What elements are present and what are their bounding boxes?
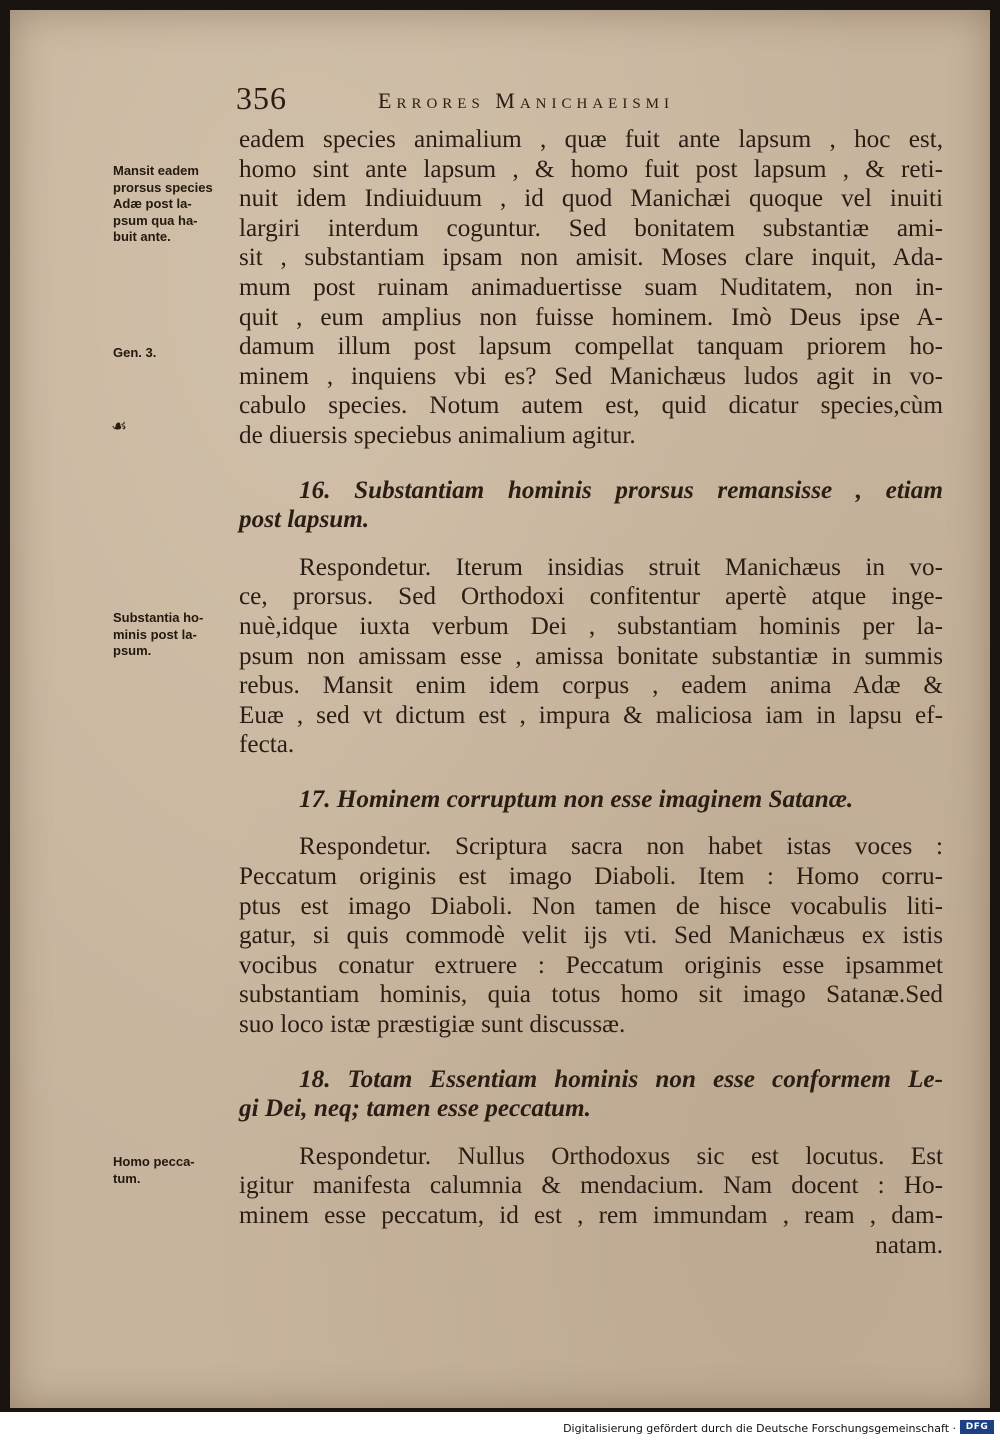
- paragraph-17: [239, 832, 943, 1039]
- heading-line: 18. Totam Essentiam hominis non esse conformem Le-: [299, 1065, 943, 1093]
- text-line: eadem species animalium , quæ fuit ante lapsum , hoc est,: [239, 126, 943, 153]
- text-line: vocibus conatur extruere : Peccatum originis esse ipsammet: [239, 951, 943, 979]
- text-line: gatur, si quis commodè velit ijs vti. Sed Manichæus ex istis: [239, 922, 943, 950]
- paragraph-16: [239, 553, 943, 760]
- paragraph-continued: [239, 125, 943, 451]
- text-line: suo loco istæ præstigiæ sunt discussæ.: [239, 1011, 626, 1039]
- footer-credit: Digitalisierung gefördert durch die Deutsche Forschungsgemeinschaft ·: [563, 1422, 956, 1435]
- text-line: homo sint ante lapsum , & homo fuit post lapsum , & reti-: [239, 155, 943, 183]
- heading-line: 17. Hominem corruptum non esse imaginem Satanæ.: [299, 785, 854, 813]
- section-heading-17: [239, 785, 943, 815]
- text-line: Respondetur. Scriptura sacra non habet istas voces :: [299, 833, 943, 861]
- fleuron-mark: ☙: [111, 416, 128, 437]
- heading-line: gi Dei, neq; tamen esse peccatum.: [239, 1095, 591, 1123]
- margin-note-species: Mansit eadem prorsus species Adæ post la- psum qua ha- buit ante.: [113, 163, 213, 244]
- text-line: Respondetur. Nullus Orthodoxus sic est locutus. Est: [299, 1142, 943, 1170]
- dfg-logo-icon: DFG: [960, 1420, 994, 1434]
- running-head: Errores Manichaeismi: [378, 88, 675, 113]
- page-number: 356: [236, 80, 287, 116]
- heading-line: 16. Substantiam hominis prorsus remansisse , etiam: [299, 476, 943, 504]
- section-heading-18: [239, 1065, 943, 1124]
- text-line: damum illum post lapsum compellat tanquam priorem ho-: [239, 333, 943, 361]
- text-line: largiri interdum coguntur. Sed bonitatem substantiæ ami-: [239, 214, 943, 242]
- text-line: Respondetur. Iterum insidias struit Manichæus in vo-: [299, 553, 943, 581]
- text-line: ptus est imago Diaboli. Non tamen de hisce vocabulis liti-: [239, 892, 943, 920]
- text-line: igitur manifesta calumnia & mendacium. Nam docent : Ho-: [239, 1172, 943, 1200]
- text-line: nuè,idque iuxta verbum Dei , substantiam hominis per la-: [239, 612, 943, 640]
- text-line: minem esse peccatum, id est , rem immundam , ream , dam-: [239, 1202, 943, 1229]
- text-line: psum non amissam esse , amissa bonitate substantiæ in summis: [239, 642, 943, 670]
- text-line: sit , substantiam ipsam non amisit. Moses clare inquit, Ada-: [239, 244, 943, 272]
- text-line: cabulo species. Notum autem est, quid dicatur species,cùm: [239, 392, 943, 420]
- text-line: nuit idem Indiuiduum , id quod Manichæi quoque vel inuiti: [239, 185, 943, 213]
- text-line: Euæ , sed vt dictum est , impura & maliciosa iam in lapsu ef-: [239, 701, 943, 729]
- book-page: [10, 10, 990, 1408]
- text-line: quit , eum amplius non fuisse hominem. Imò Deus ipse A-: [239, 303, 943, 331]
- text-line: fecta.: [239, 731, 295, 759]
- text-line: ce, prorsus. Sed Orthodoxi confitentur apertè atque inge-: [239, 583, 943, 611]
- paragraph-18: [239, 1142, 943, 1260]
- body-text: [239, 125, 943, 1260]
- text-line: de diuersis speciebus animalium agitur.: [239, 421, 636, 449]
- catchword-line: natam.: [875, 1231, 943, 1259]
- text-line: minem , inquiens vbi es? Sed Manichæus ludos agit in vo-: [239, 362, 943, 390]
- margin-note-substantia: Substantia ho- minis post la- psum.: [113, 610, 204, 658]
- text-line: substantiam hominis, quia totus homo sit imago Satanæ.Sed: [239, 981, 943, 1009]
- text-line: rebus. Mansit enim idem corpus , eadem anima Adæ &: [239, 672, 943, 700]
- margin-note-genesis: Gen. 3.: [113, 345, 157, 360]
- section-heading-16: [239, 476, 943, 535]
- text-line: Peccatum originis est imago Diaboli. Item : Homo corru-: [239, 863, 943, 891]
- digitization-footer: [0, 1418, 1000, 1438]
- text-line: mum post ruinam animaduertisse suam Nuditatem, non in-: [239, 273, 943, 301]
- margin-note-homo: Homo pecca- tum.: [113, 1154, 195, 1186]
- heading-line: post lapsum.: [239, 506, 370, 534]
- page-header: [236, 80, 896, 120]
